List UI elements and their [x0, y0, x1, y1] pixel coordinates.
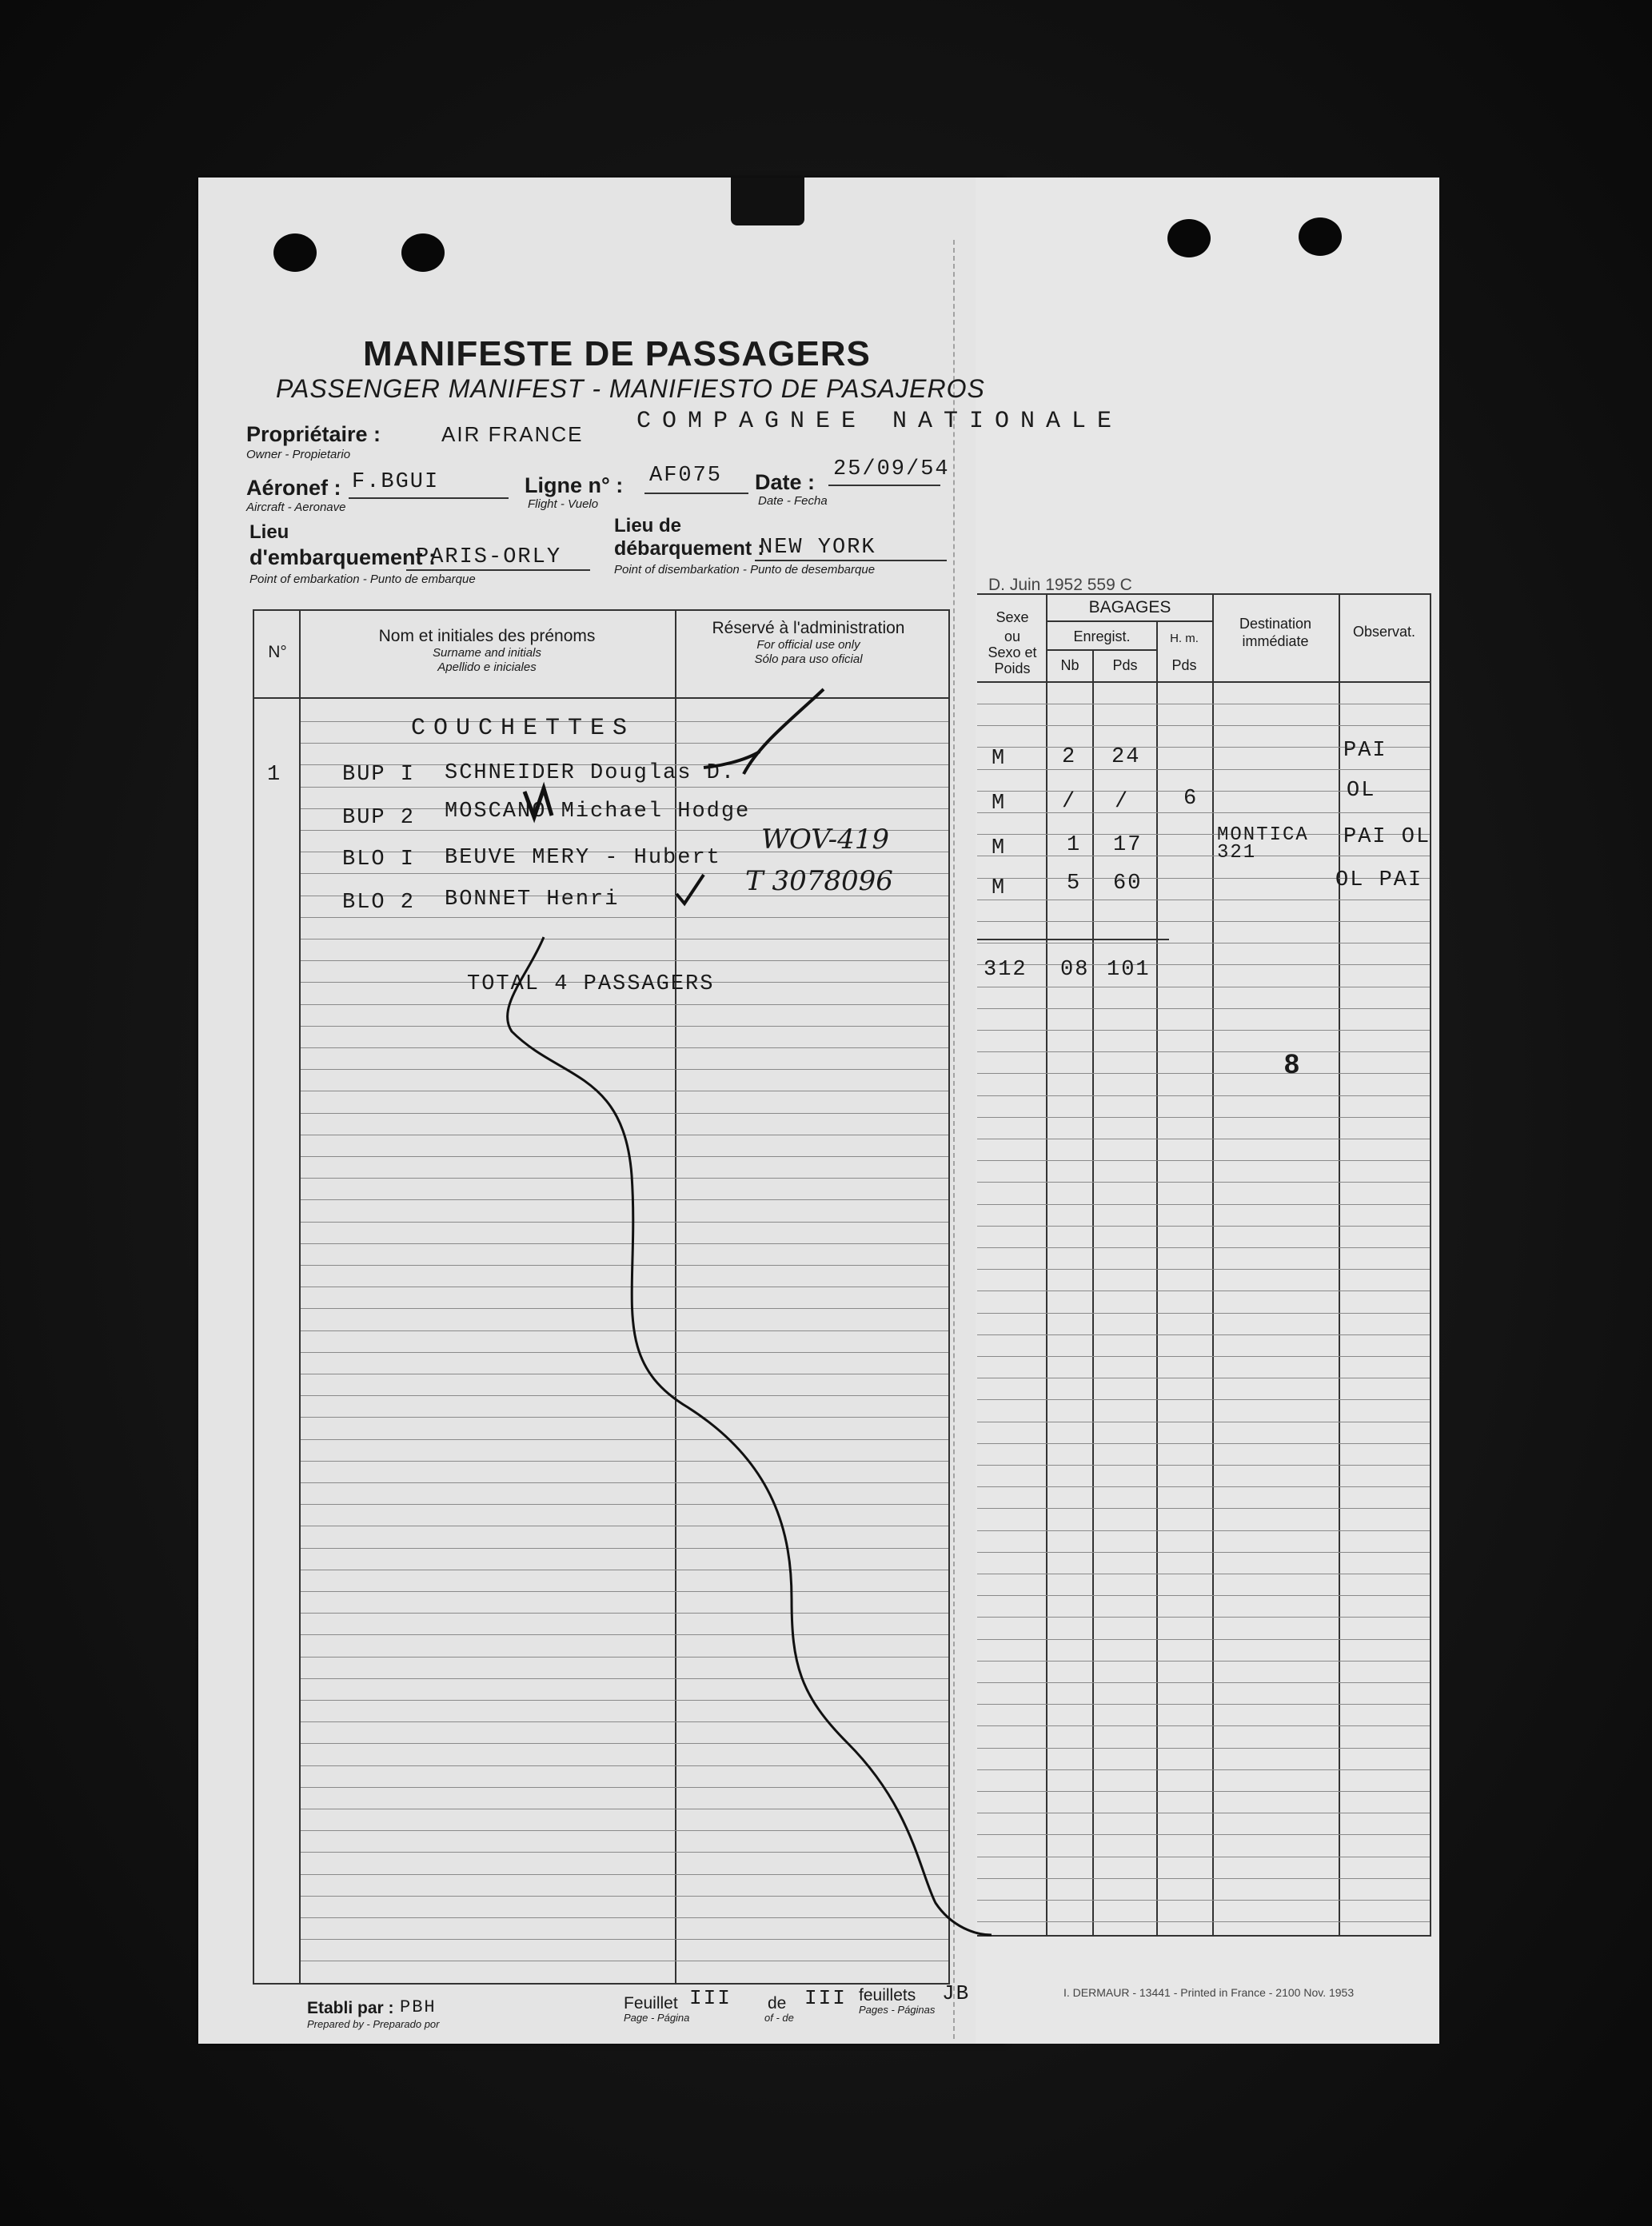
row-admin-handwritten: WOV-419 — [761, 824, 890, 856]
manifest-subtitle: PASSENGER MANIFEST - MANIFIESTO DE PASAJEROS — [276, 374, 985, 403]
col-header-hand: H. m. — [1170, 632, 1199, 645]
total-sex: 312 — [984, 958, 1028, 982]
sheet-sublabel: Page - Página — [624, 2012, 690, 2024]
col-header-name-sub-1: Surname and initials — [433, 646, 541, 660]
embark-sublabel: Point of embarkation - Punto de embarque — [249, 572, 476, 586]
disembark-value: NEW YORK — [760, 536, 876, 560]
col-header-pds: Pds — [1112, 657, 1138, 673]
row-name: SCHNEIDER Douglas D. — [445, 761, 736, 785]
embark-label-1: Lieu — [249, 521, 289, 543]
col-header-sex-1: Sexe — [996, 609, 1029, 625]
row-bag-weight: / — [1115, 790, 1130, 814]
col-header-registered: Enregist. — [1073, 628, 1131, 644]
form-reference: D. Juin 1952 559 C — [988, 576, 1132, 594]
flight-value: AF075 — [649, 464, 723, 488]
col-header-sex-2: ou — [1004, 628, 1021, 644]
prepared-by-value: PBH — [400, 1997, 437, 2017]
row-destination: MONTICA 321 — [1217, 824, 1309, 864]
diagonal-stroke-mark — [744, 689, 824, 774]
col-header-name-sub-2: Apellido e iniciales — [437, 660, 537, 674]
row-bag-count: 5 — [1067, 872, 1082, 896]
row-sex: M — [992, 747, 1007, 771]
row-number: 1 — [267, 763, 282, 787]
row-bag-count: 1 — [1067, 833, 1082, 857]
flight-label: Ligne n° : — [525, 473, 624, 497]
sheet-value: III — [689, 1986, 732, 2010]
side-mark-number: 8 — [1284, 1049, 1299, 1079]
row-remarks: OL PAI — [1335, 868, 1423, 892]
flight-sublabel: Flight - Vuelo — [528, 497, 599, 511]
row-bag-count: / — [1062, 790, 1077, 814]
sheets-label: feuillets — [859, 1986, 916, 2005]
row-admin-handwritten: T 3078096 — [745, 865, 893, 897]
row-sex: M — [992, 836, 1007, 860]
col-header-nb: Nb — [1060, 657, 1079, 673]
row-sex: M — [992, 792, 1007, 816]
of-label: de — [768, 1994, 787, 2013]
total-passengers-label: TOTAL 4 PASSAGERS — [467, 972, 715, 996]
row-bag-weight: 24 — [1111, 745, 1141, 769]
row-name: BONNET Henri — [445, 888, 620, 912]
owner-label: Propriétaire : — [246, 422, 381, 446]
disembark-sublabel: Point of disembarkation - Punto de desembarque — [614, 563, 876, 576]
owner-printed-value: AIR FRANCE — [441, 422, 584, 446]
aircraft-sublabel: Aircraft - Aeronave — [246, 501, 346, 514]
row-name: BEUVE MERY - Hubert — [445, 846, 721, 870]
row-bag-count: 2 — [1062, 745, 1077, 769]
row-berth: BLO 2 — [342, 891, 416, 915]
row-remarks: OL — [1347, 779, 1376, 803]
disembark-label-2: débarquement : — [614, 537, 764, 560]
date-sublabel: Date - Fecha — [758, 494, 828, 508]
row-berth: BLO I — [342, 848, 416, 872]
cancellation-squiggle — [508, 937, 992, 1935]
total-bag-count: 08 — [1060, 958, 1090, 982]
prepared-by-label: Etabli par : — [307, 1999, 394, 2017]
date-value: 25/09/54 — [833, 457, 950, 481]
handwritten-m-mark — [525, 788, 552, 817]
pages-sublabel: Pages - Páginas — [859, 2004, 936, 2016]
aircraft-value: F.BGUI — [352, 470, 440, 494]
col-header-sex-4: Poids — [994, 660, 1031, 676]
col-header-sex-3: Sexo et — [988, 644, 1037, 660]
row-berth: BUP 2 — [342, 806, 416, 830]
col-header-no: N° — [268, 643, 287, 661]
manifest-title: MANIFESTE DE PASSAGERS — [363, 334, 871, 373]
col-header-destination-1: Destination — [1239, 616, 1312, 632]
of-sublabel: of - de — [764, 2012, 794, 2024]
disembark-label-1: Lieu de — [614, 515, 682, 537]
row-sex: M — [992, 876, 1007, 900]
date-label: Date : — [755, 470, 816, 494]
row-remarks: PAI OL — [1343, 825, 1431, 849]
col-header-destination-2: immédiate — [1242, 633, 1309, 649]
col-header-admin-sub-2: Sólo para uso oficial — [754, 652, 863, 666]
aircraft-label: Aéronef : — [246, 476, 341, 500]
embark-label-2: d'embarquement : — [249, 545, 436, 569]
sheets-initials: JB — [942, 1981, 971, 2005]
col-header-admin-sub-1: For official use only — [756, 638, 860, 652]
col-header-baggage: BAGAGES — [1088, 598, 1171, 616]
row-hand-weight: 6 — [1183, 787, 1199, 811]
row-remarks: PAI — [1343, 739, 1387, 763]
of-value: III — [804, 1986, 847, 2010]
check-mark-row-4 — [676, 875, 704, 904]
col-header-remarks: Observat. — [1352, 624, 1416, 640]
embark-value: PARIS-ORLY — [416, 545, 562, 569]
owner-typed-value: COMPAGNEE NATIONALE — [636, 408, 1123, 435]
sheet-label: Feuillet — [624, 1994, 678, 2013]
row-name: MOSCANO Michael Hodge — [445, 800, 751, 824]
total-bag-weight: 101 — [1107, 958, 1151, 982]
section-heading: COUCHETTES — [411, 715, 636, 742]
printer-imprint: I. DERMAUR - 13441 - Printed in France - 2100 Nov. 1953 — [1063, 1986, 1355, 1999]
row-berth: BUP I — [342, 763, 416, 787]
col-header-admin: Réservé à l'administration — [712, 619, 905, 637]
row-bag-weight: 60 — [1113, 872, 1143, 896]
row-bag-weight: 17 — [1113, 833, 1143, 857]
owner-sublabel: Owner - Propietario — [246, 448, 351, 461]
prepared-by-sublabel: Prepared by - Preparado por — [307, 2018, 440, 2030]
col-header-pds-hand: Pds — [1171, 657, 1197, 673]
col-header-name: Nom et initiales des prénoms — [378, 627, 596, 645]
